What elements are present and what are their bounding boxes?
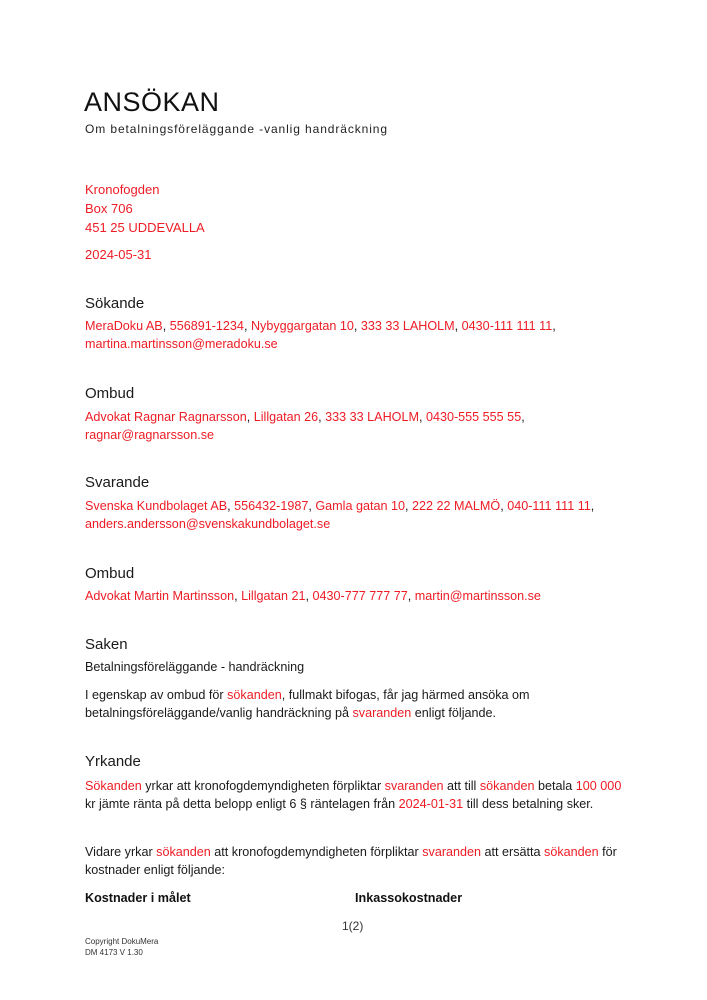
footer-version: DM 4173 V 1.30 — [85, 948, 143, 957]
svarande-street[interactable]: Gamla gatan 10 — [315, 499, 405, 513]
heading-ombud-1: Ombud — [85, 385, 135, 402]
svarande-phone[interactable]: 040-111 111 11 — [507, 499, 591, 513]
text-run: att ersätta — [481, 845, 545, 859]
ref-svaranden[interactable]: svaranden — [422, 845, 482, 859]
ref-sokanden[interactable]: sökanden — [156, 845, 211, 859]
text-run: yrkar att kronofogdemyndigheten förpliktar — [141, 779, 385, 793]
heading-yrkande: Yrkande — [85, 753, 141, 770]
text-run: betala — [534, 779, 576, 793]
text-run: kr jämte ränta på detta belopp enligt 6 § räntelagen från — [85, 797, 399, 811]
page-number: 1(2) — [342, 919, 364, 933]
svarande-name[interactable]: Svenska Kundbolaget AB — [85, 499, 228, 513]
svarande-orgnr[interactable]: 556432-1987 — [234, 499, 309, 513]
recipient-box[interactable]: Box 706 — [85, 201, 133, 216]
recipient-address — [85, 180, 205, 237]
ref-svaranden[interactable]: svaranden — [352, 706, 412, 720]
ref-sokanden[interactable]: sökanden — [544, 845, 599, 859]
ombud2-email[interactable]: martin@martinsson.se — [414, 589, 541, 603]
ombud2-phone[interactable]: 0430-777 777 77 — [312, 589, 408, 603]
ref-sokanden[interactable]: Sökanden — [85, 779, 142, 793]
sokande-phone[interactable]: 0430-111 111 11 — [461, 319, 553, 333]
ombud1-name[interactable]: Advokat Ragnar Ragnarsson — [85, 410, 247, 424]
ombud1-postal[interactable]: 333 33 LAHOLM — [325, 410, 419, 424]
yrkande-paragraph-2 — [85, 843, 630, 879]
text-run: att kronofogdemyndigheten förpliktar — [210, 845, 423, 859]
heading-ombud-2: Ombud — [85, 565, 135, 582]
ombud1-details: Advokat Ragnar Ragnarsson, Lillgatan 26, 333 33 LAHOLM, 0430-555 555 55, ragnar@ragnarsson.se — [85, 410, 525, 442]
ref-sokanden[interactable]: sökanden — [479, 779, 535, 793]
ombud2-name[interactable]: Advokat Martin Martinsson — [85, 589, 235, 603]
recipient-city[interactable]: 451 25 UDDEVALLA — [85, 220, 205, 235]
text-run: enligt följande. — [411, 706, 497, 720]
document-title: ANSÖKAN — [84, 87, 220, 117]
ref-svaranden[interactable]: svaranden — [384, 779, 444, 793]
recipient-name[interactable]: Kronofogden — [85, 182, 160, 197]
svarande-details: Svenska Kundbolaget AB, 556432-1987, Gamla gatan 10, 222 22 MALMÖ, 040-111 111 11, anders.andersson@svenskakundbolaget.se — [85, 499, 595, 531]
interest-date[interactable]: 2024-01-31 — [398, 797, 464, 811]
text-run: för kostnader enligt följande: — [85, 845, 617, 877]
saken-type[interactable]: Betalningsföreläggande - handräckning — [85, 660, 305, 674]
yrkande-paragraph-1 — [85, 777, 625, 813]
text-run: till dess betalning sker. — [463, 797, 594, 811]
collection-costs-heading: Inkassokostnader — [355, 891, 463, 905]
svarande-postal[interactable]: 222 22 MALMÖ — [412, 499, 501, 513]
heading-sokande: Sökande — [85, 295, 145, 312]
costs-column-heading: Kostnader i målet — [85, 891, 191, 905]
sokande-details: MeraDoku AB, 556891-1234, Nybyggargatan 10, 333 33 LAHOLM, 0430-111 111 11, martina.martinsson@meradoku.se — [85, 319, 556, 351]
footer-copyright: Copyright DokuMera — [85, 937, 159, 946]
sokande-name[interactable]: MeraDoku AB — [85, 319, 163, 333]
ombud1-email[interactable]: ragnar@ragnarsson.se — [85, 428, 214, 442]
ombud1-phone[interactable]: 0430-555 555 55 — [425, 410, 522, 424]
document-date[interactable]: 2024-05-31 — [85, 247, 152, 262]
svarande-email[interactable]: anders.andersson@svenskakundbolaget.se — [85, 517, 331, 531]
heading-saken: Saken — [85, 636, 128, 653]
ombud2-details: Advokat Martin Martinsson, Lillgatan 21, 0430-777 777 77, martin@martinsson.se — [85, 589, 541, 603]
sokande-postal[interactable]: 333 33 LAHOLM — [360, 319, 455, 333]
ombud2-street[interactable]: Lillgatan 21 — [241, 589, 306, 603]
sokande-orgnr[interactable]: 556891-1234 — [169, 319, 244, 333]
claim-amount[interactable]: 100 000 — [575, 779, 622, 793]
document-subtitle: Om betalningsföreläggande -vanlig handräckning — [85, 122, 388, 136]
sokande-street[interactable]: Nybyggargatan 10 — [250, 319, 354, 333]
ombud1-street[interactable]: Lillgatan 26 — [253, 410, 319, 424]
sokande-email[interactable]: martina.martinsson@meradoku.se — [85, 337, 278, 351]
saken-paragraph — [85, 686, 555, 722]
text-run: I egenskap av ombud för — [85, 688, 228, 702]
text-run: , fullmakt bifogas, får jag härmed ansöka om betalningsföreläggande/vanlig handräckning på — [85, 688, 530, 720]
heading-svarande: Svarande — [85, 474, 150, 491]
ref-sokanden[interactable]: sökanden — [227, 688, 282, 702]
text-run: att till — [443, 779, 480, 793]
text-run: Vidare yrkar — [85, 845, 157, 859]
